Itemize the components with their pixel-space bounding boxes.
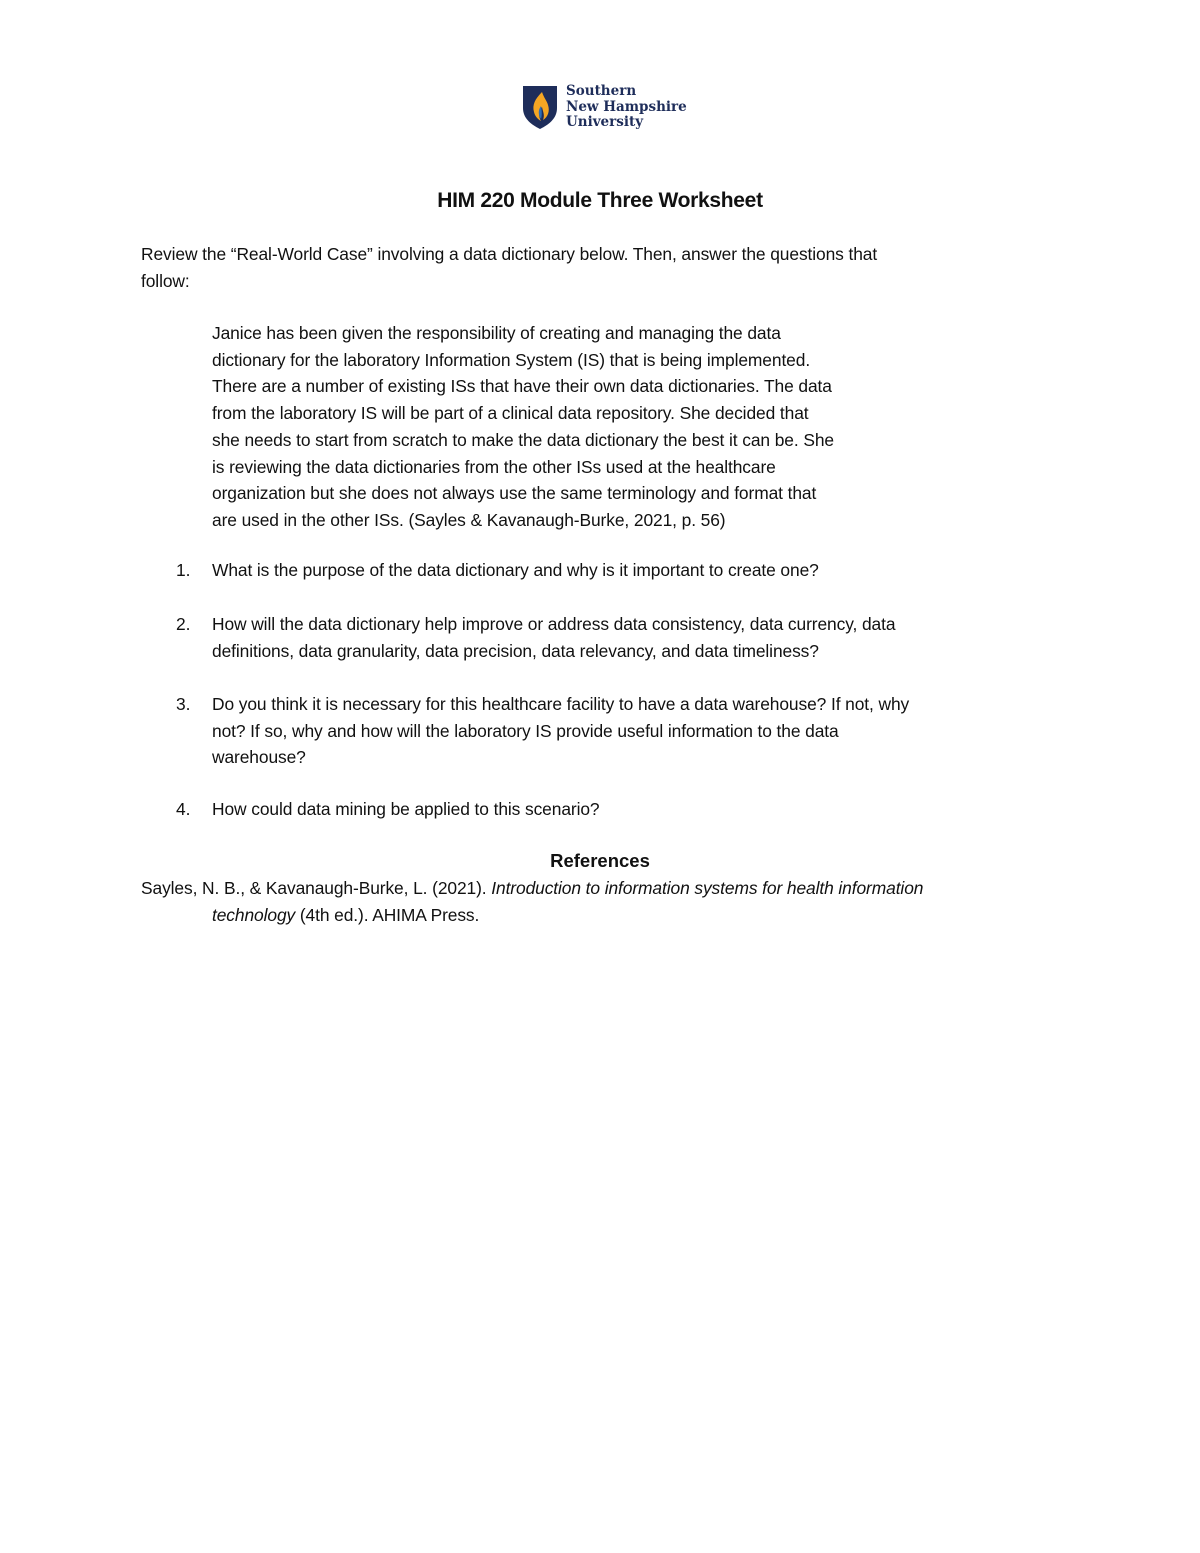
logo-line-3: University: [566, 114, 644, 130]
question-text: [212, 796, 600, 823]
university-logo: [521, 84, 687, 131]
reference-title-cont: technology: [212, 904, 296, 925]
question-number: 2.: [176, 614, 191, 634]
case-line: are used in the other ISs. (Sayles & Kavanaugh-Burke, 2021, p. 56): [212, 509, 726, 530]
logo-line-1: Southern: [566, 83, 637, 99]
case-line: she needs to start from scratch to make the data dictionary the best it can be. She: [212, 429, 834, 450]
question-1: [176, 557, 1046, 584]
question-4: [176, 796, 1046, 823]
case-line: Janice has been given the responsibility of creating and managing the data: [212, 323, 781, 343]
reference-line-2: [141, 902, 1061, 929]
reference-authors: Sayles, N. B., & Kavanaugh-Burke, L. (2021).: [141, 878, 492, 898]
case-line: organization but she does not always use the same terminology and format that: [212, 483, 817, 504]
question-text: [212, 611, 895, 664]
case-line: from the laboratory IS will be part of a clinical data repository. She decided that: [212, 403, 809, 424]
logo-line-2: New Hampshire: [566, 98, 687, 115]
question-line: not? If so, why and how will the laboratory IS provide useful information to the data: [212, 720, 839, 741]
question-line: warehouse?: [212, 747, 306, 768]
question-line: How could data mining be applied to this scenario?: [212, 799, 600, 819]
question-line: definitions, data granularity, data precision, data relevancy, and data timeliness?: [212, 640, 819, 661]
question-number: 3.: [176, 694, 191, 714]
question-3: [176, 691, 1046, 771]
question-line: How will the data dictionary help improve or address data consistency, data currency, data: [212, 614, 896, 634]
flame-shield-icon: [521, 84, 559, 130]
question-number: 4.: [176, 799, 191, 819]
reference-line-1: [141, 875, 1061, 902]
intro-line: follow:: [141, 270, 190, 291]
question-text: [212, 691, 909, 771]
reference-entry: [141, 875, 1061, 928]
intro-paragraph: [141, 241, 1021, 294]
reference-publisher: (4th ed.). AHIMA Press.: [295, 904, 480, 925]
case-study-block: [212, 320, 952, 534]
case-line: is reviewing the data dictionaries from the other ISs used at the healthcare: [212, 456, 776, 477]
question-text: [212, 557, 819, 584]
document-title: HIM 220 Module Three Worksheet: [437, 189, 763, 212]
case-line: dictionary for the laboratory Information System (IS) that is being implemented.: [212, 349, 811, 370]
question-number: 1.: [176, 560, 191, 580]
intro-line: Review the “Real-World Case” involving a data dictionary below. Then, answer the questions that: [141, 244, 878, 264]
references-heading: References: [550, 850, 650, 871]
logo-wordmark: [566, 84, 687, 131]
question-line: Do you think it is necessary for this healthcare facility to have a data warehouse? If not, why: [212, 694, 910, 714]
question-2: [176, 611, 1046, 664]
case-line: There are a number of existing ISs that have their own data dictionaries. The data: [212, 376, 832, 397]
question-line: What is the purpose of the data dictionary and why is it important to create one?: [212, 560, 819, 580]
reference-title: Introduction to information systems for health information: [491, 878, 924, 898]
